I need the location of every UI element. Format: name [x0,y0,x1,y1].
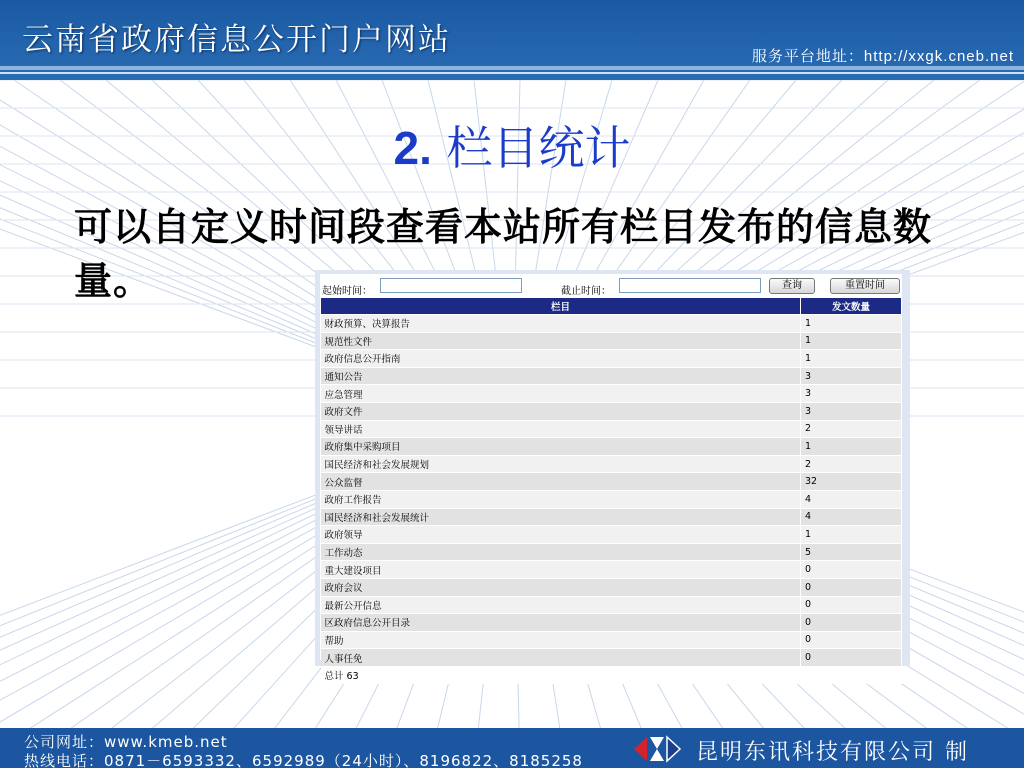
category-name-cell: 领导讲话 [321,420,801,438]
table-body [321,315,902,684]
column-header-category: 栏目 [321,298,801,315]
post-count-cell: 0 [801,631,902,649]
post-count-cell: 32 [801,473,902,491]
post-count-cell: 0 [801,649,902,667]
stats-table [320,297,902,684]
post-count-cell: 1 [801,438,902,456]
header-banner [0,0,1024,80]
slide-description: 可以自定义时间段查看本站所有栏目发布的信息数量。 [74,204,933,303]
category-name-cell: 工作动态 [321,543,801,561]
post-count-cell: 0 [801,578,902,596]
table-row [321,438,902,456]
end-time-input[interactable] [619,278,761,293]
table-row [321,455,902,473]
table-row [321,420,902,438]
post-count-cell: 0 [801,614,902,632]
category-name-cell: 国民经济和社会发展统计 [321,508,801,526]
column-header-count: 发文数量 [801,298,902,315]
category-name-cell: 通知公告 [321,367,801,385]
company-logo-icon [630,734,682,764]
company-name: 昆明东讯科技有限公司 制 [696,740,969,765]
table-row [321,473,902,491]
table-row [321,385,902,403]
table-row [321,614,902,632]
table-row [321,543,902,561]
table-row [321,508,902,526]
category-name-cell: 财政预算、决算报告 [321,315,801,333]
slide-title [0,112,1024,178]
table-row [321,315,902,333]
service-address: 服务平台地址：http://xxgk.cneb.net [751,48,1014,65]
category-name-cell: 区政府信息公开目录 [321,614,801,632]
header-stripe [0,66,1024,70]
hotline: 热线电话：0871－6593332、6592989（24小时）、8196822、8185258 [24,752,583,770]
table-row [321,649,902,667]
table-row [321,367,902,385]
site-title: 云南省政府信息公开门户网站 [22,22,451,58]
category-name-cell: 公众监督 [321,473,801,491]
post-count-cell: 2 [801,455,902,473]
category-name-cell: 规范性文件 [321,332,801,350]
table-row [321,631,902,649]
category-name-cell: 帮助 [321,631,801,649]
query-button[interactable]: 查询 [769,278,815,294]
category-name-cell: 应急管理 [321,385,801,403]
post-count-cell: 1 [801,526,902,544]
category-name-cell: 最新公开信息 [321,596,801,614]
start-time-label: 起始时间： [322,286,372,297]
category-name-cell: 政府领导 [321,526,801,544]
category-name-cell: 国民经济和社会发展规划 [321,455,801,473]
table-row [321,402,902,420]
column-stats-panel [320,274,902,683]
post-count-cell: 4 [801,490,902,508]
table-row [321,561,902,579]
post-count-cell: 1 [801,315,902,333]
category-name-cell: 政府集中采购项目 [321,438,801,456]
post-count-cell: 3 [801,385,902,403]
category-name-cell: 政府会议 [321,578,801,596]
post-count-cell: 5 [801,543,902,561]
post-count-cell: 2 [801,420,902,438]
table-row [321,578,902,596]
table-row [321,490,902,508]
start-time-input[interactable] [380,278,522,293]
post-count-cell: 1 [801,332,902,350]
header-stripe-light [0,72,1024,74]
total-cell: 总计 63 [321,666,902,684]
table-header-row [321,298,902,315]
post-count-cell: 4 [801,508,902,526]
post-count-cell: 0 [801,596,902,614]
category-name-cell: 政府文件 [321,402,801,420]
slide-title-number: 2. [393,122,432,174]
filter-bar [320,274,902,296]
slide-title-text: 栏目统计 [446,121,631,175]
post-count-cell: 3 [801,402,902,420]
table-row [321,526,902,544]
post-count-cell: 0 [801,561,902,579]
category-name-cell: 人事任免 [321,649,801,667]
table-row [321,596,902,614]
table-row [321,350,902,368]
reset-time-button[interactable]: 重置时间 [830,278,900,294]
post-count-cell: 1 [801,350,902,368]
post-count-cell: 3 [801,367,902,385]
end-time-label: 截止时间： [561,286,611,297]
category-name-cell: 政府信息公开指南 [321,350,801,368]
table-row [321,332,902,350]
total-row [321,666,902,684]
screenshot-panel [315,270,910,683]
category-name-cell: 政府工作报告 [321,490,801,508]
category-name-cell: 重大建设项目 [321,561,801,579]
company-website: 公司网址：www.kmeb.net [24,733,228,751]
